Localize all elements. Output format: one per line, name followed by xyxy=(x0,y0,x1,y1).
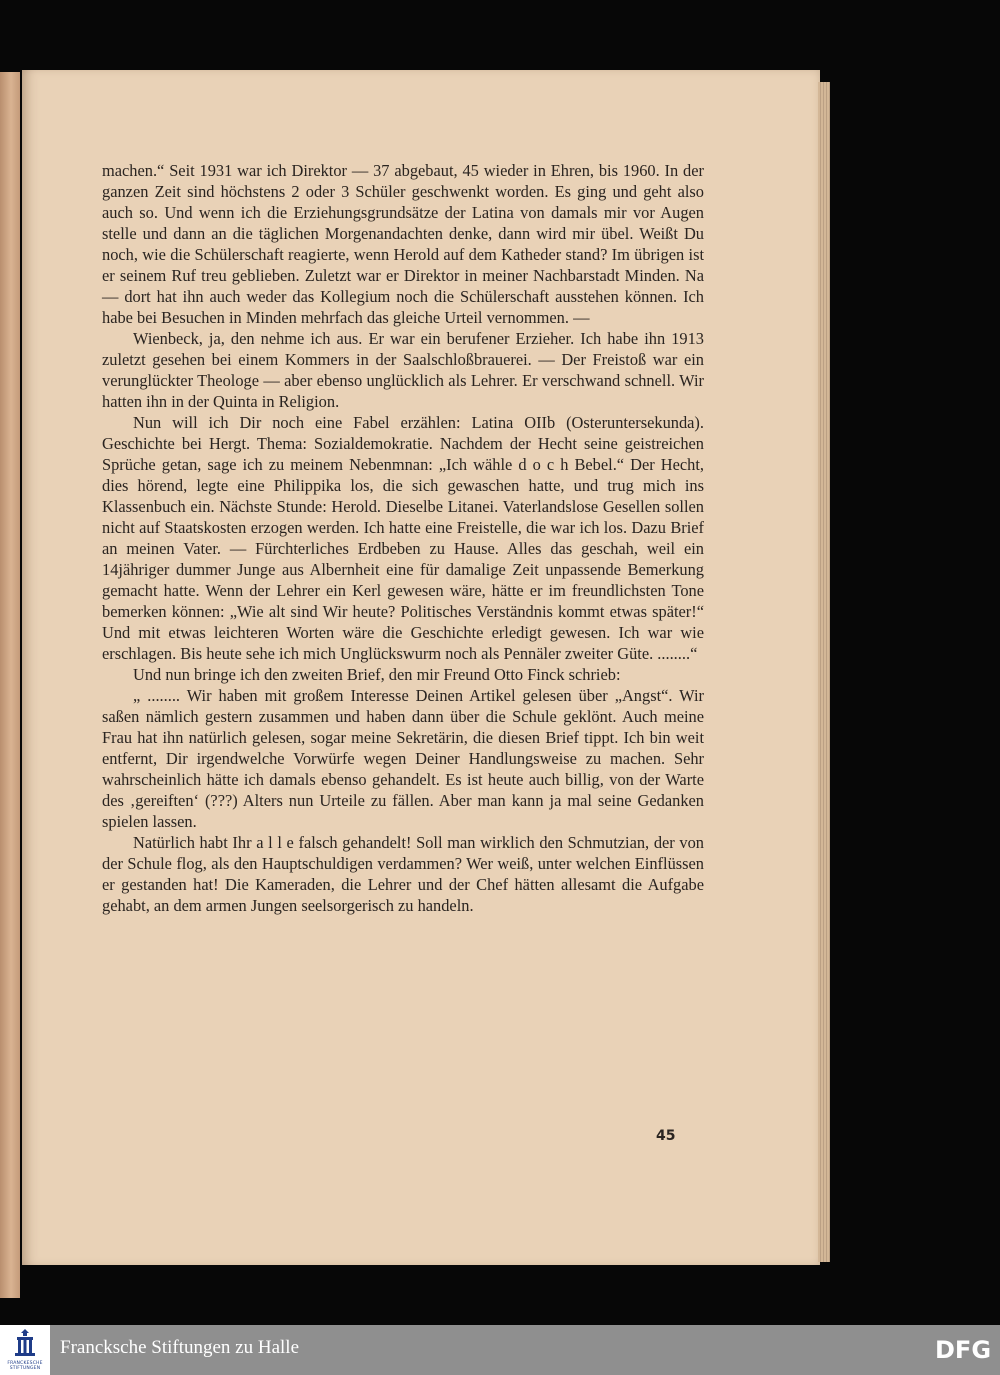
paragraph-2: Wienbeck, ja, den nehme ich aus. Er war ein berufener Erzieher. Ich habe ihn 1913 zuletzt gesehen bei einem Kommers in der Saalschloßbrauerei. — Der Freistoß war ein verunglückter Theologe — aber ebenso unglücklich als Lehrer. Er verschwand schnell. Wir hatten ihn in der Quinta in Religion. xyxy=(102,329,704,411)
left-page-edge xyxy=(0,72,20,1298)
paragraph-6: Natürlich habt Ihr a l l e falsch gehandelt! Soll man wirklich den Schmutzian, der von der Schule flog, als den Hauptschuldigen verdammen? Wer weiß, unter welchen Einflüssen er gestanden hat! Die Kameraden, die Lehrer und der Chef hätten allesamt die Aufgabe gehabt, an dem armen Jungen seelsorgerisch zu handeln. xyxy=(102,833,704,915)
francke-logo[interactable] xyxy=(0,1325,50,1375)
paragraph-4: Und nun bringe ich den zweiten Brief, den mir Freund Otto Finck schrieb: xyxy=(133,665,621,684)
page-stack-edge xyxy=(818,82,830,1262)
francke-logo-text: FRANCKESCHE STIFTUNGEN xyxy=(7,1361,43,1371)
footer-title[interactable]: Francksche Stiftungen zu Halle xyxy=(60,1337,300,1358)
dfg-logo[interactable]: DFG xyxy=(935,1336,992,1364)
page-body-text xyxy=(102,160,704,916)
paragraph-1: machen.“ Seit 1931 war ich Direktor — 37 abgebaut, 45 wieder in Ehren, bis 1960. In der ganzen Zeit sind höchstens 2 oder 3 Schüler geschwenkt worden. Es ging und geht also auch so. Und wenn ich die Erziehungsgrundsätze der Latina von damals mir vor Augen stelle und dann an die täglichen Morgenandachten denke, dann wird mir übel. Weißt Du noch, wie die Schülerschaft reagierte, wenn Herold auf dem Katheder stand? Im übrigen ist er seinem Ruf treu geblieben. Zuletzt war er Direktor in meiner Nachbarstadt Minden. Na — dort hat ihn auch weder das Kollegium noch die Schülerschaft ausstehen können. Ich habe bei Besuchen in Minden mehrfach das gleiche Urteil vernommen. — xyxy=(102,161,704,327)
paragraph-5-letter-quote: „ ........ Wir haben mit großem Interesse Deinen Artikel gelesen über „Angst“. Wir saßen nämlich gestern zusammen und haben dann über die Schule geklönt. Auch meine Frau hat ihn natürlich gelesen, sogar meine Sekretärin, die diesen Brief tippt. Ich bin weit entfernt, Dir irgendwelche Vorwürfe wegen Deiner Handlungsweise zu machen. Sehr wahrscheinlich hätte ich damals ebenso gehandelt. Es ist heute auch billig, von der Warte des ‚gereiften‘ (???) Alters nun Urteile zu fällen. Aber man kann ja mal seine Gedanken spielen lassen. xyxy=(102,686,704,831)
page-number: 45 xyxy=(656,1128,676,1144)
footer-bar xyxy=(0,1325,1000,1375)
francke-emblem-icon xyxy=(13,1329,37,1359)
paragraph-3: Nun will ich Dir noch eine Fabel erzählen: Latina OIIb (Osteruntersekunda). Geschichte bei Hergt. Thema: Sozialdemokratie. Nachdem der Hecht seine geistreichen Sprüche getan, sage ich zu meinem Nebenmnan: „Ich wähle d o c h Bebel.“ Der Hecht, dies hörend, legte eine Philippika los, die sich gewaschen hatte, und trug mich ins Klassenbuch ein. Nächste Stunde: Herold. Dieselbe Litanei. Vaterlandslose Gesellen sollen nicht auf Staatskosten erzogen werden. Ich hatte eine Freistelle, die war ich los. Dazu Brief an meinen Vater. — Fürchterliches Erdbeben zu Hause. Alles das geschah, weil ein 14jähriger dummer Junge aus Albernheit eine für damalige Zeit unpassende Bemerkung gemacht hatte. Wenn der Lehrer ein Kerl gewesen wäre, hätte er im freundlichsten Tone bemerken können: „Wie alt sind Wir heute? Politisches Verständnis kommt etwas später!“ Und mit etwas leichteren Worten wäre die Geschichte erledigt gewesen. Ich war wie erschlagen. Bis heute sehe ich mich Unglückswurm noch als Pennäler zweiter Güte. ........“ xyxy=(102,413,704,663)
